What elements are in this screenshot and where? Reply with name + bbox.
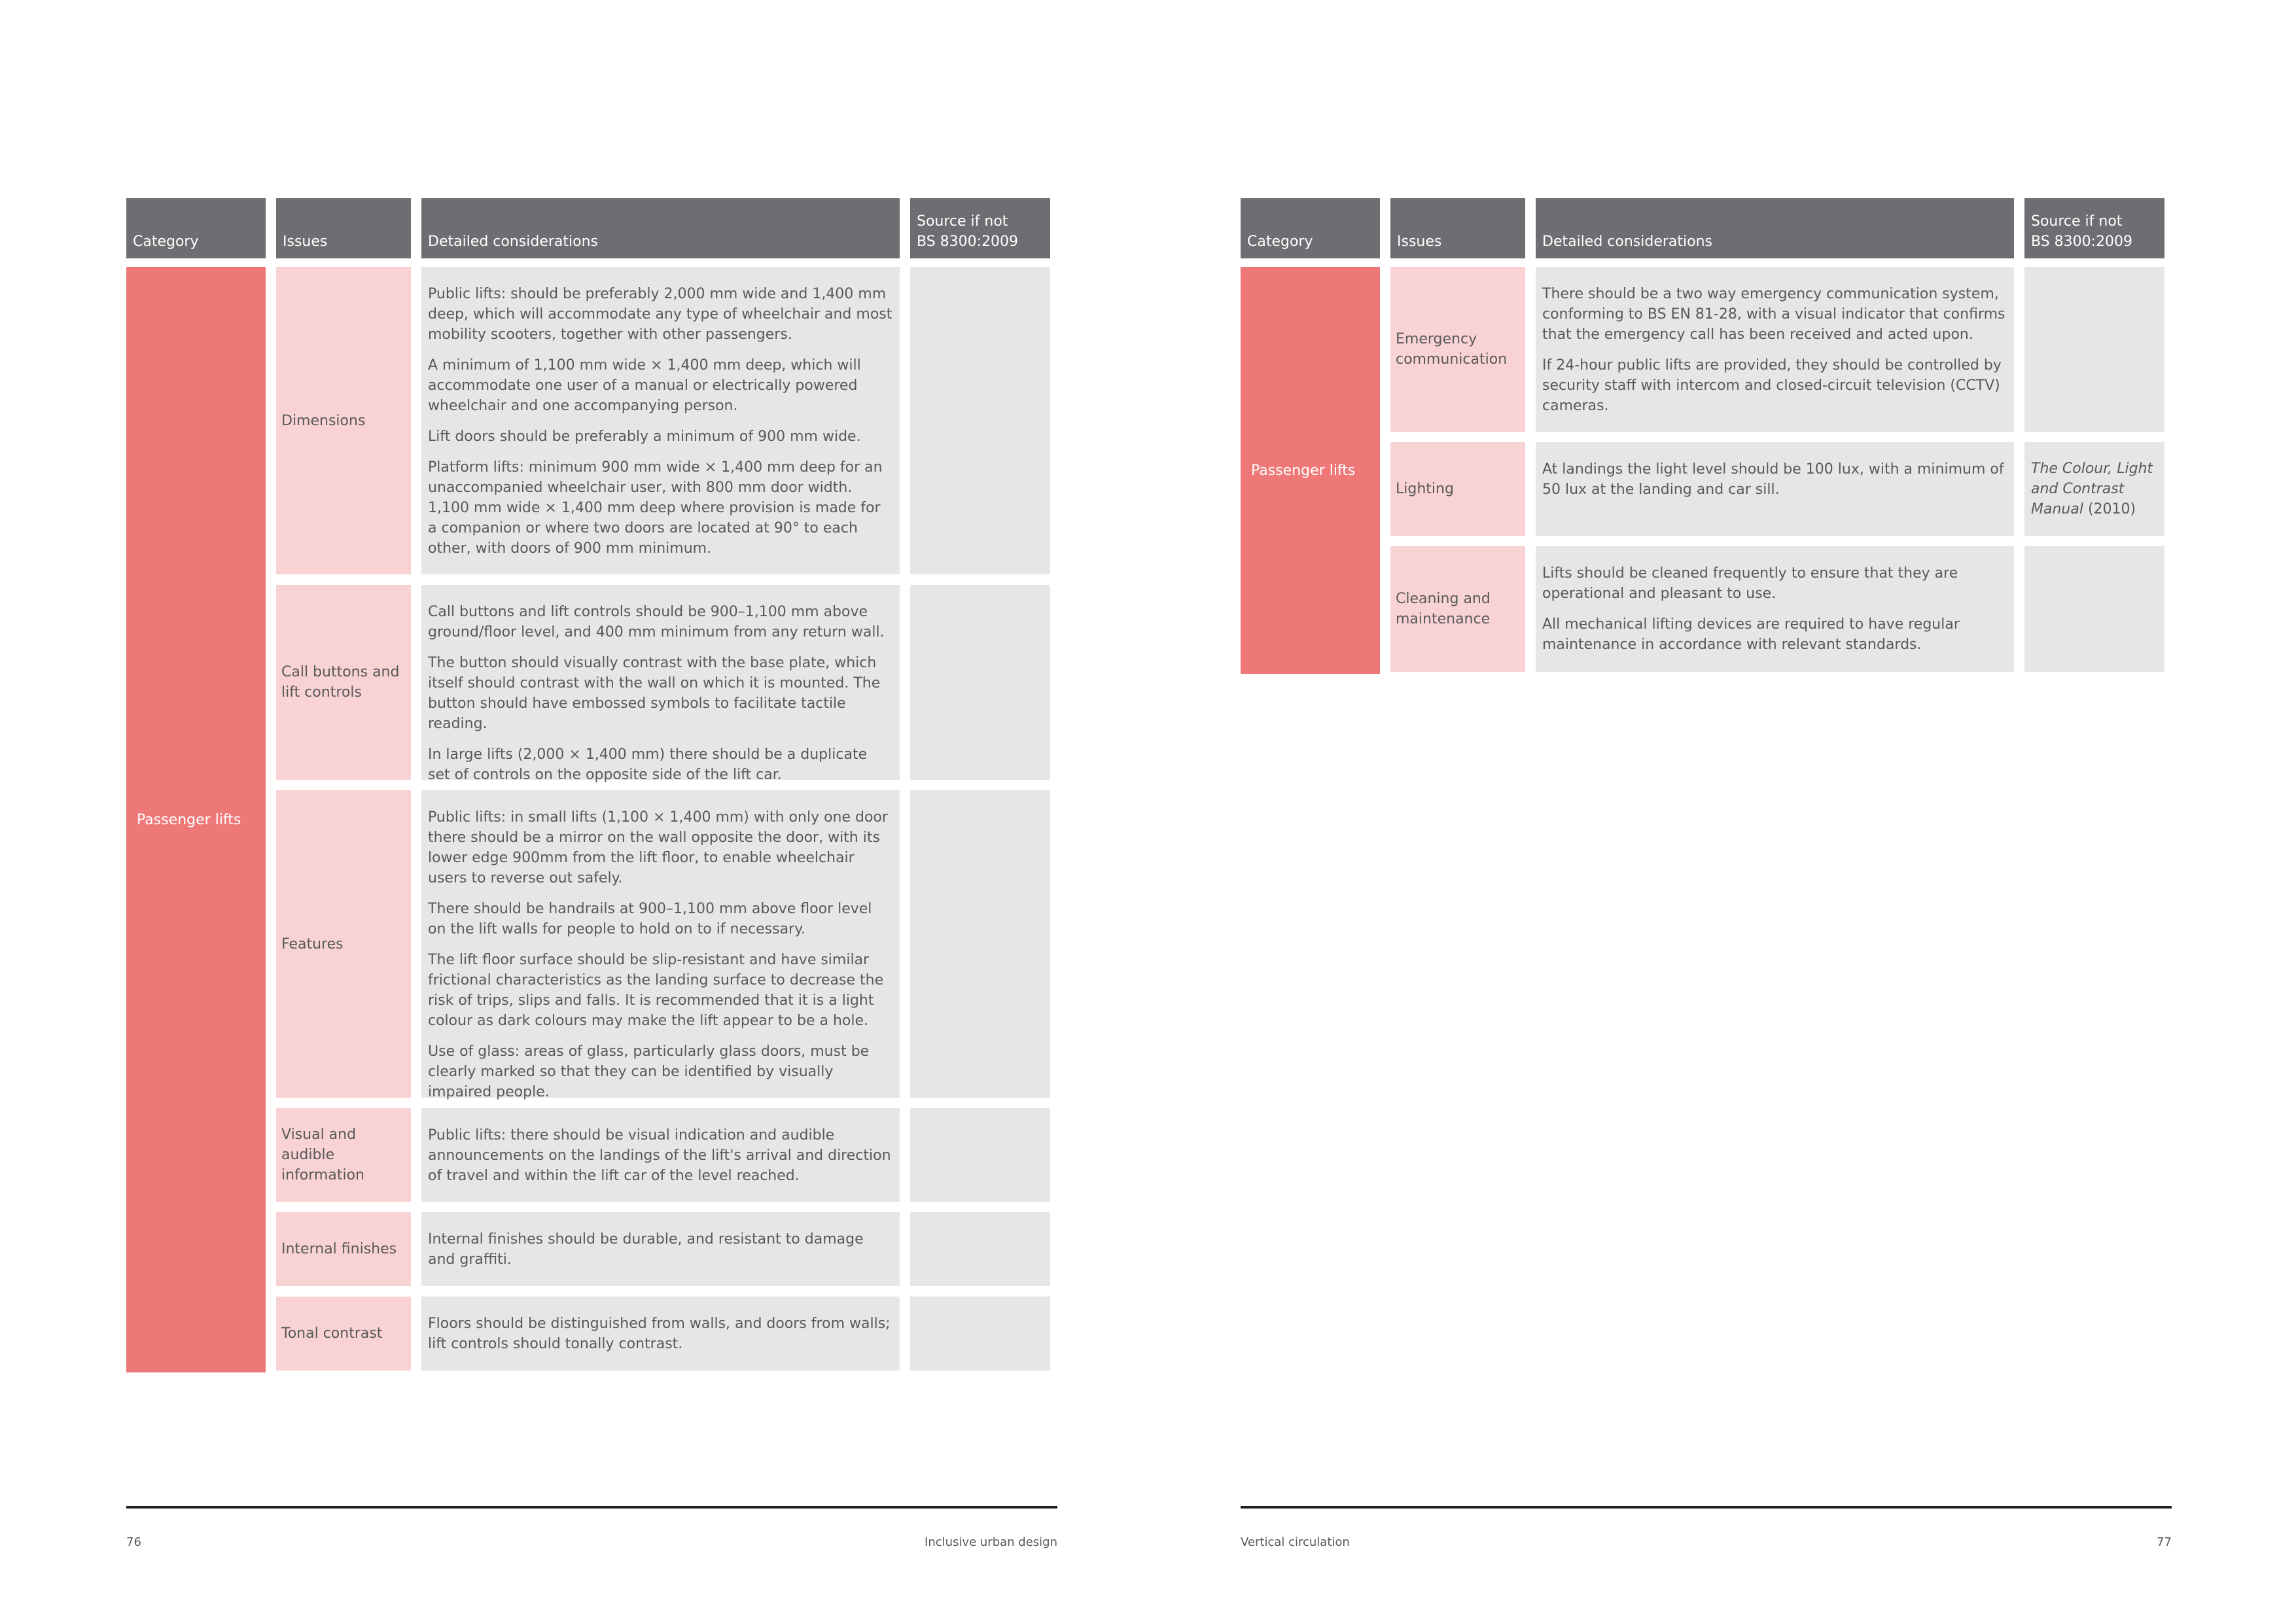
issue-label: Dimensions xyxy=(281,412,366,429)
footer-rule xyxy=(1241,1506,2172,1509)
category-label: Passenger lifts xyxy=(1251,462,1356,479)
detail-paragraph: Lifts should be cleaned frequently to ensure that they are operational and pleasant to use. xyxy=(1542,565,1958,602)
header-issues-label: Issues xyxy=(283,234,328,250)
detail-cell xyxy=(421,1212,900,1286)
header-category-label: Category xyxy=(1247,234,1313,250)
issue-label: Tonal contrast xyxy=(281,1325,383,1342)
category-label: Passenger lifts xyxy=(137,811,241,828)
detail-paragraph: In large lifts (2,000 × 1,400 mm) there should be a duplicate set of controls on the opposite side of the lift car. xyxy=(428,746,868,783)
issue-label: Cleaning and maintenance xyxy=(1396,591,1491,627)
detail-cell xyxy=(421,267,900,574)
source-cell xyxy=(910,1297,1050,1370)
source-cell xyxy=(910,1108,1050,1202)
header-issues xyxy=(276,198,411,258)
category-cell xyxy=(1241,267,1380,674)
header-source-label: Source if not BS 8300:2009 xyxy=(917,213,1019,250)
detail-paragraph: A minimum of 1,100 mm wide × 1,400 mm deep, which will accommodate one user of a manual or electrically powered wheelchair and one accompanying person. xyxy=(428,357,861,414)
source-cell xyxy=(2024,546,2164,672)
lift-table-right xyxy=(1241,198,2170,682)
detail-cell xyxy=(421,585,900,783)
detail-paragraph: All mechanical lifting devices are required to have regular maintenance in accordance with relevant standards. xyxy=(1542,616,1960,653)
detail-paragraph: Public lifts: there should be visual indication and audible announcements on the landings of the lift's arrival and direction of travel and within the lift car of the level reached. xyxy=(428,1127,891,1184)
source-cell xyxy=(910,790,1050,1098)
detail-paragraph: At landings the light level should be 100 lux, with a minimum of 50 lux at the landing and car sill. xyxy=(1542,461,2004,498)
right-page xyxy=(1148,0,2296,1623)
header-detailed-label: Detailed considerations xyxy=(1542,234,1713,250)
issue-cell xyxy=(276,1212,411,1286)
detail-paragraph: Call buttons and lift controls should be 900–1,100 mm above ground/floor level, and 400 mm minimum from any return wall. xyxy=(428,604,885,640)
issue-label: Call buttons and lift controls xyxy=(281,664,400,701)
detail-cell xyxy=(1536,267,2014,432)
source-cell xyxy=(2024,267,2164,432)
source-cell xyxy=(910,585,1050,780)
source-cell xyxy=(910,1212,1050,1286)
issue-cell xyxy=(276,1108,411,1202)
footer-rule xyxy=(126,1506,1057,1509)
running-title: Inclusive urban design xyxy=(925,1535,1057,1549)
header-issues xyxy=(1390,198,1525,258)
issue-label: Internal finishes xyxy=(281,1241,397,1257)
detail-cell xyxy=(1536,546,2014,672)
header-category xyxy=(1241,198,1380,258)
category-cell xyxy=(126,267,266,1372)
source-cell xyxy=(910,267,1050,574)
header-source-label: Source if not BS 8300:2009 xyxy=(2031,213,2133,250)
detail-cell xyxy=(421,1108,900,1202)
detail-paragraph: Public lifts: in small lifts (1,100 × 1,400 mm) with only one door there should be a mirror on the wall opposite the door, with its lower edge 900mm from the lift floor, to enable wheelchair users to reverse out safely. xyxy=(428,809,888,886)
issue-cell xyxy=(276,585,411,780)
detail-cell xyxy=(421,1297,900,1370)
issue-label: Lighting xyxy=(1396,481,1454,497)
issue-label: Emergency communication xyxy=(1396,331,1508,368)
issue-cell xyxy=(276,1297,411,1370)
header-issues-label: Issues xyxy=(1397,234,1442,250)
source-label: The Colour, Light and Contrast Manual (2010) xyxy=(2031,461,2153,517)
header-detailed-label: Detailed considerations xyxy=(428,234,599,250)
detail-cell xyxy=(1536,442,2014,536)
detail-paragraph: The lift floor surface should be slip-resistant and have similar frictional characteristics as the landing surface to decrease the risk of trips, slips and falls. It is recommended that it is a light colour as dark colours may make the lift appear to be a hole. xyxy=(428,952,884,1029)
header-category xyxy=(126,198,266,258)
detail-cell xyxy=(421,790,900,1098)
detail-paragraph: If 24-hour public lifts are provided, they should be controlled by security staff with intercom and closed-circuit television (CCTV) cameras. xyxy=(1542,357,2002,414)
detail-paragraph: There should be handrails at 900–1,100 mm above floor level on the lift walls for people to hold on to if necessary. xyxy=(428,901,872,937)
detail-paragraph: There should be a two way emergency communication system, conforming to BS EN 81-28, with a visual indicator that confirms that the emergency call has been received and acted upon. xyxy=(1542,286,2005,343)
header-detailed xyxy=(1536,198,2014,258)
header-source xyxy=(910,198,1050,258)
detail-paragraph: Use of glass: areas of glass, particularly glass doors, must be clearly marked so that they can be identified by visually impaired people. xyxy=(428,1043,870,1100)
running-title: Vertical circulation xyxy=(1241,1535,1350,1549)
detail-paragraph: Lift doors should be preferably a minimum of 900 mm wide. xyxy=(428,428,861,445)
detail-paragraph: Floors should be distinguished from walls, and doors from walls; lift controls should tonally contrast. xyxy=(428,1316,891,1352)
issue-label: Visual and audible information xyxy=(281,1126,364,1183)
issue-cell xyxy=(1390,442,1525,536)
source-cell xyxy=(2024,442,2164,536)
header-category-label: Category xyxy=(133,234,199,250)
page-number: 77 xyxy=(2157,1535,2172,1549)
header-detailed xyxy=(421,198,900,258)
issue-cell xyxy=(1390,267,1525,432)
page-number: 76 xyxy=(126,1535,141,1549)
header-source xyxy=(2024,198,2164,258)
lift-table-left xyxy=(126,198,1055,1376)
detail-paragraph: Platform lifts: minimum 900 mm wide × 1,400 mm deep for an unaccompanied wheelchair user, with 800 mm door width. 1,100 mm wide × 1,400 mm deep where provision is made for a companion or where two doors are located at 90° to each other, with doors of 900 mm minimum. xyxy=(428,459,883,557)
issue-cell xyxy=(276,267,411,574)
issue-cell xyxy=(276,790,411,1098)
issue-cell xyxy=(1390,546,1525,672)
issue-label: Features xyxy=(281,935,344,952)
detail-paragraph: Internal finishes should be durable, and resistant to damage and graffiti. xyxy=(428,1231,864,1268)
detail-paragraph: Public lifts: should be preferably 2,000 mm wide and 1,400 mm deep, which will accommodate any type of wheelchair and most mobility scooters, together with other passengers. xyxy=(428,286,892,343)
detail-paragraph: The button should visually contrast with the base plate, which itself should contrast with the wall on which it is mounted. The button should have embossed symbols to facilitate tactile reading. xyxy=(428,655,881,732)
